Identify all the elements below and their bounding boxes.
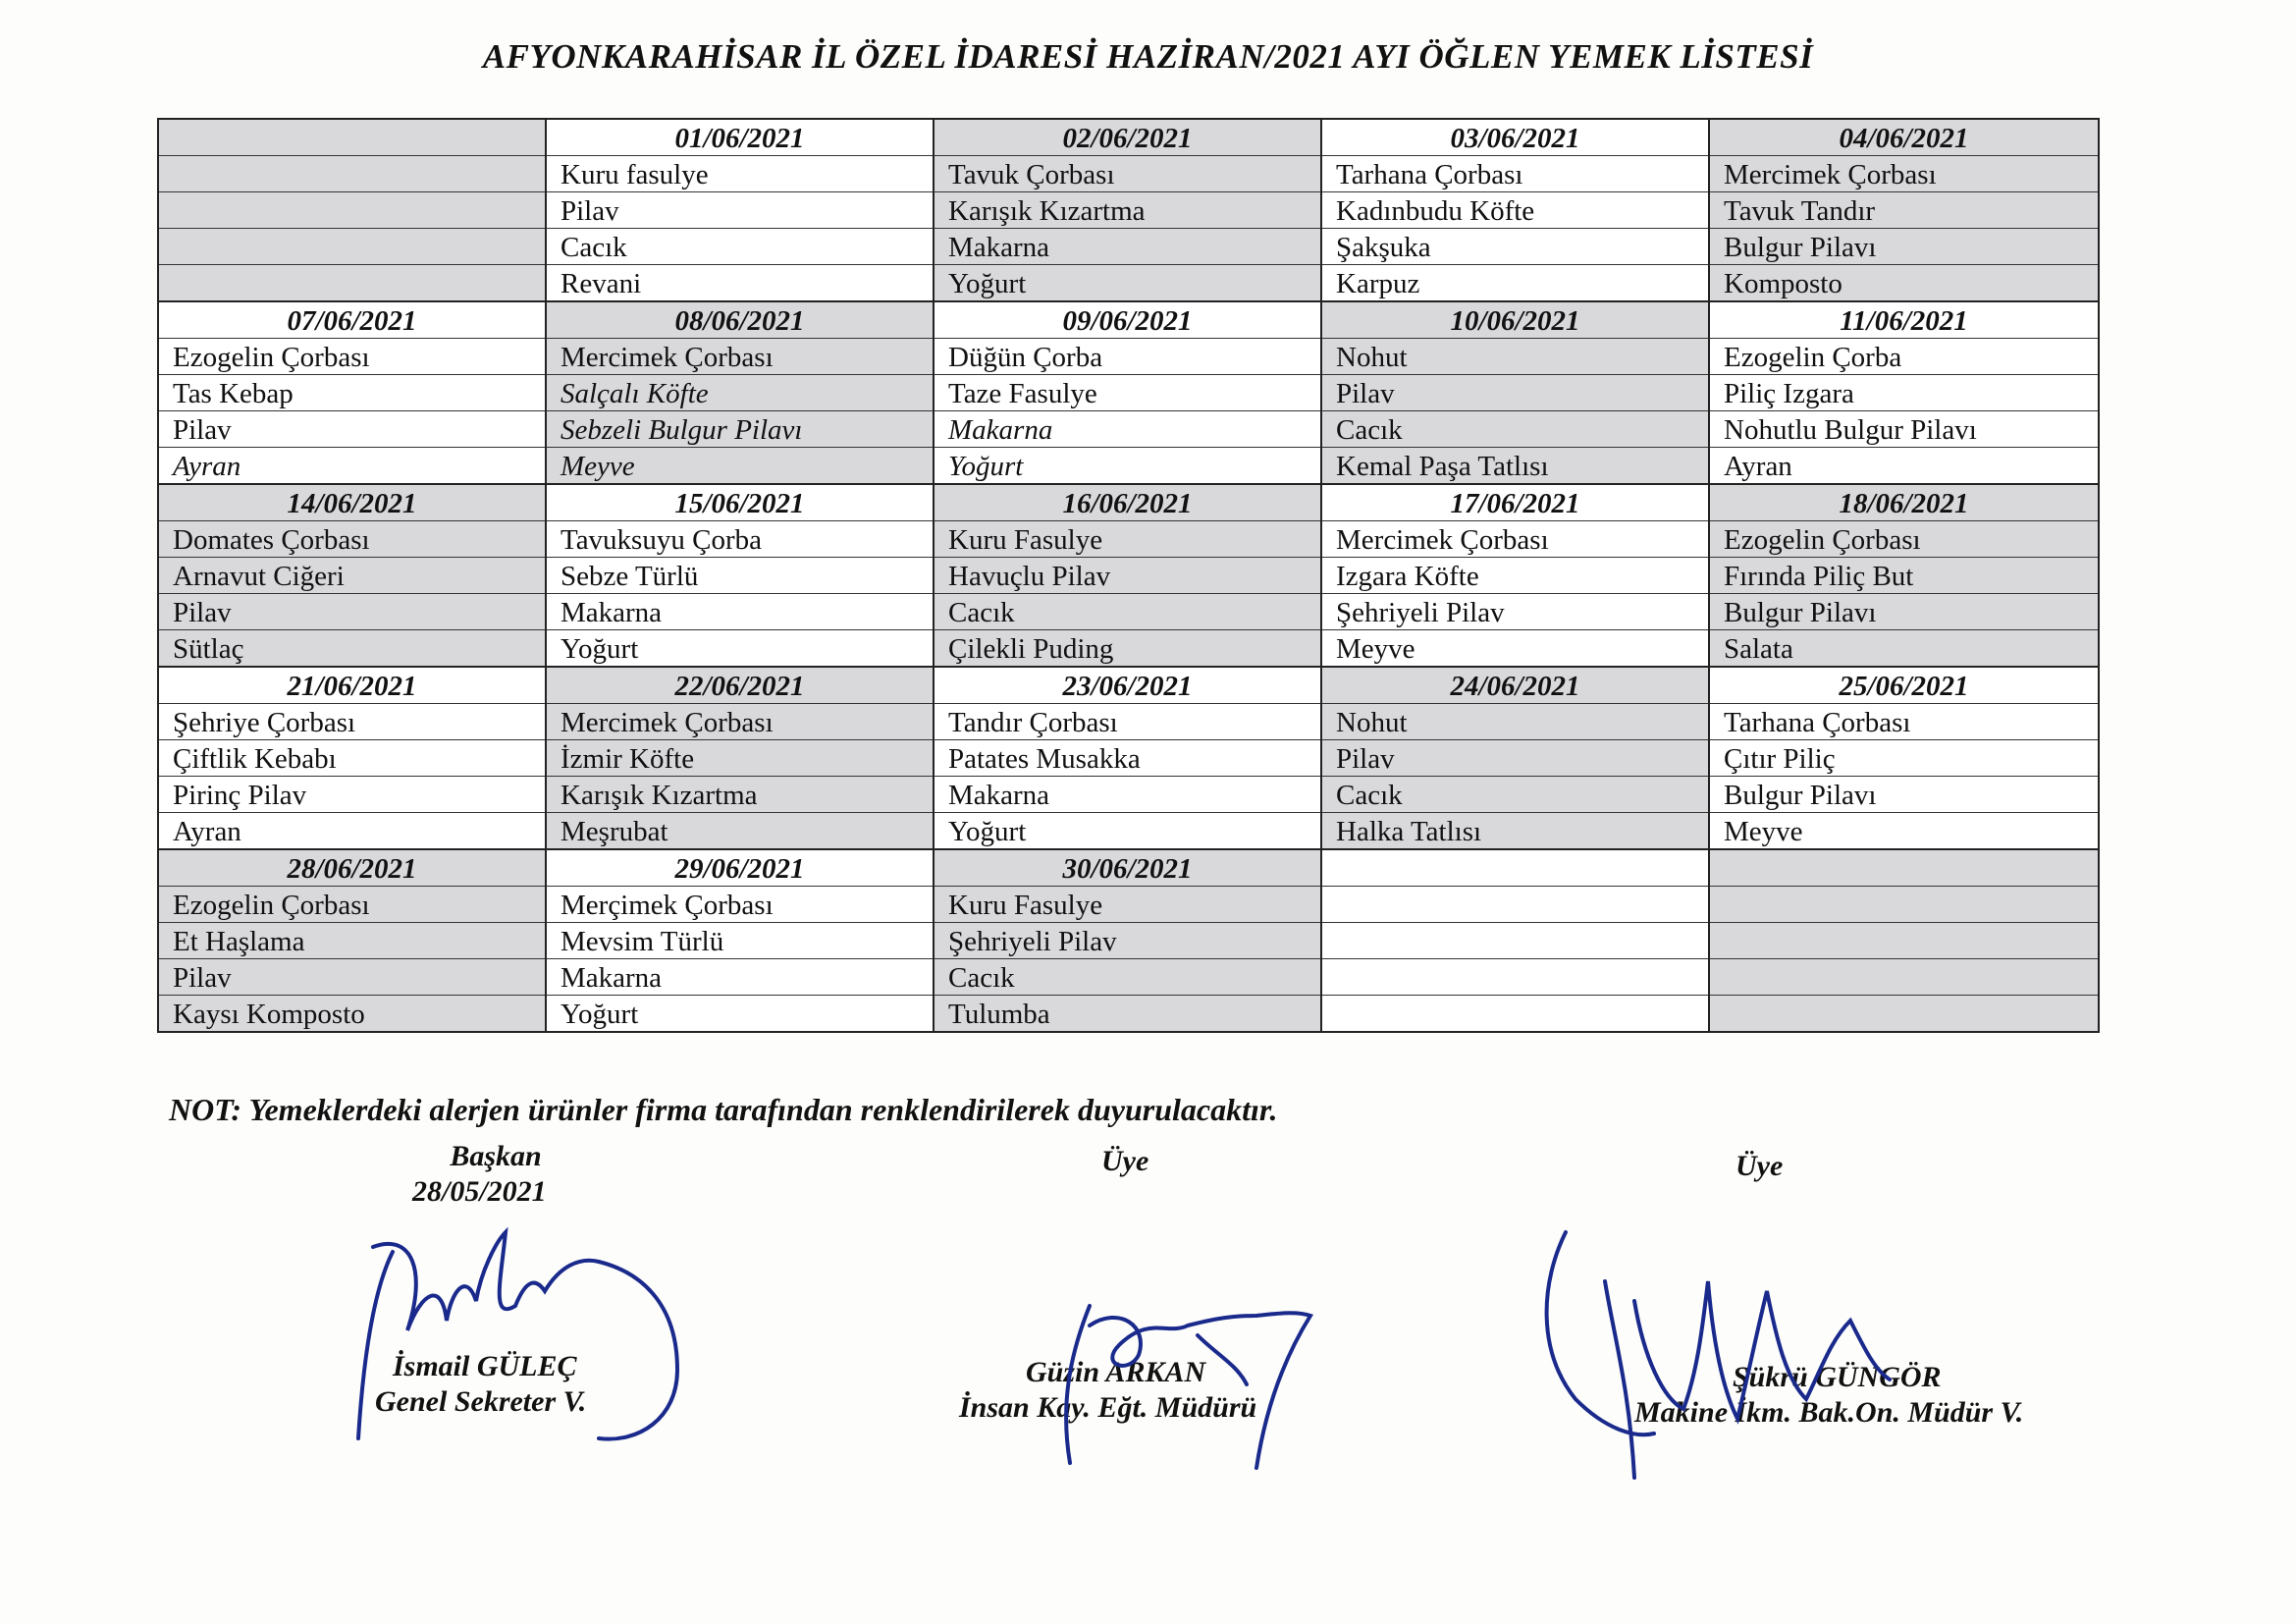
menu-item: Yoğurt: [948, 816, 1027, 847]
day-date: 04/06/2021: [1710, 120, 2098, 156]
menu-item: Salata: [1724, 633, 1793, 665]
menu-item: Mercimek Çorbası: [547, 704, 933, 740]
menu-item: [159, 192, 545, 229]
menu-item: Çiftlik Kebabı: [159, 740, 545, 777]
menu-item: [159, 265, 545, 300]
menu-item: Karışık Kızartma: [934, 192, 1320, 229]
menu-item: Pilav: [1322, 375, 1708, 411]
day-date: 15/06/2021: [547, 485, 933, 521]
menu-item: Şakşuka: [1322, 229, 1708, 265]
day-date: 25/06/2021: [1710, 668, 2098, 704]
day-date: 10/06/2021: [1322, 302, 1708, 339]
menu-item: [1710, 996, 2098, 1031]
menu-item: Makarna: [547, 594, 933, 630]
president-role-block: [437, 1139, 555, 1174]
menu-item: Meyve: [1336, 633, 1415, 665]
menu-item: Şehriyeli Pilav: [934, 923, 1320, 959]
allergen-note: NOT: Yemeklerdeki alerjen ürünler firma tarafından renklendirilerek duyurulacaktır.: [169, 1092, 1278, 1127]
day-cell: [547, 668, 934, 850]
day-cell: [1322, 668, 1710, 850]
menu-item: Mevsim Türlü: [547, 923, 933, 959]
day-date: 21/06/2021: [159, 668, 545, 704]
day-cell: [934, 120, 1322, 302]
day-date: 23/06/2021: [934, 668, 1320, 704]
menu-item: Mercimek Çorbası: [1710, 156, 2098, 192]
menu-item: Pilav: [1322, 740, 1708, 777]
day-date: 08/06/2021: [547, 302, 933, 339]
menu-table: [157, 118, 2100, 1033]
menu-item: Revani: [561, 268, 642, 299]
menu-item: Arnavut Ciğeri: [159, 558, 545, 594]
menu-item: Makarna: [934, 229, 1320, 265]
menu-item: Taze Fasulye: [934, 375, 1320, 411]
menu-item: Halka Tatlısı: [1336, 816, 1482, 847]
menu-item: [1322, 996, 1708, 1031]
menu-item: Şehriye Çorbası: [159, 704, 545, 740]
menu-item: Çıtır Piliç: [1710, 740, 2098, 777]
menu-item: Pilav: [159, 959, 545, 996]
menu-item: Sebze Türlü: [547, 558, 933, 594]
member2-signature: [1536, 1222, 1949, 1497]
day-date: 29/06/2021: [547, 850, 933, 887]
menu-item: Komposto: [1724, 268, 1842, 299]
day-date: 28/06/2021: [159, 850, 545, 887]
menu-item: [159, 229, 545, 265]
member1-role-block: [1101, 1144, 1148, 1179]
menu-item: Nohutlu Bulgur Pilavı: [1710, 411, 2098, 448]
menu-item: Ezogelin Çorbası: [1710, 521, 2098, 558]
day-date: 22/06/2021: [547, 668, 933, 704]
menu-item: Pilav: [159, 594, 545, 630]
member2-role-block: [1735, 1149, 1783, 1184]
menu-item: [1710, 959, 2098, 996]
menu-item: Havuçlu Pilav: [934, 558, 1320, 594]
day-cell: [1322, 485, 1710, 668]
menu-item: Domates Çorbası: [159, 521, 545, 558]
day-cell: [159, 668, 547, 850]
menu-item: Meyve: [1724, 816, 1803, 847]
menu-item: Bulgur Pilavı: [1710, 594, 2098, 630]
day-date: 02/06/2021: [934, 120, 1320, 156]
day-cell: [934, 668, 1322, 850]
member1-role: Üye: [1101, 1145, 1149, 1177]
menu-item: Makarna: [934, 411, 1320, 448]
menu-item: Yoğurt: [561, 633, 639, 665]
day-cell: [159, 850, 547, 1031]
day-date: 01/06/2021: [547, 120, 933, 156]
menu-item: Yoğurt: [948, 268, 1027, 299]
day-date: 16/06/2021: [934, 485, 1320, 521]
menu-item: Ayran: [1724, 451, 1792, 482]
day-cell: [1322, 120, 1710, 302]
menu-item: Kuru Fasulye: [934, 887, 1320, 923]
menu-item: Cacık: [1322, 411, 1708, 448]
menu-item: Makarna: [934, 777, 1320, 813]
menu-item: Meyve: [561, 451, 635, 482]
day-cell: [547, 850, 934, 1031]
president-role: Başkan: [450, 1140, 542, 1172]
menu-item: Düğün Çorba: [934, 339, 1320, 375]
menu-item: Mercimek Çorbası: [547, 339, 933, 375]
menu-item: Ezogelin Çorba: [1710, 339, 2098, 375]
menu-item: Mercimek Çorbası: [1322, 521, 1708, 558]
menu-item: Şehriyeli Pilav: [1322, 594, 1708, 630]
menu-item: Kemal Paşa Tatlısı: [1336, 451, 1549, 482]
menu-item: Piliç Izgara: [1710, 375, 2098, 411]
day-cell: [934, 485, 1322, 668]
president-date-block: [412, 1174, 547, 1210]
menu-item: Cacık: [934, 959, 1320, 996]
day-date: [1322, 850, 1708, 887]
menu-item: Tavuk Tandır: [1710, 192, 2098, 229]
menu-item: Kaysı Komposto: [173, 999, 365, 1030]
day-cell: [1710, 302, 2098, 485]
president-name: İsmail GÜLEÇ: [393, 1350, 577, 1382]
menu-item: Bulgur Pilavı: [1710, 229, 2098, 265]
menu-item: [1322, 959, 1708, 996]
day-date: 07/06/2021: [159, 302, 545, 339]
menu-item: Pilav: [547, 192, 933, 229]
day-cell: [547, 302, 934, 485]
day-cell: [1322, 302, 1710, 485]
day-cell: [934, 302, 1322, 485]
day-date: 14/06/2021: [159, 485, 545, 521]
menu-item: [159, 156, 545, 192]
menu-item: Tarhana Çorbası: [1322, 156, 1708, 192]
menu-item: İzmir Köfte: [547, 740, 933, 777]
member2-role: Üye: [1735, 1150, 1784, 1182]
menu-item: Nohut: [1322, 339, 1708, 375]
menu-item: Tulumba: [948, 999, 1050, 1030]
menu-item: Tavuk Çorbası: [934, 156, 1320, 192]
menu-item: Makarna: [547, 959, 933, 996]
menu-item: Cacık: [1322, 777, 1708, 813]
member1-signature: [1031, 1296, 1315, 1473]
menu-item: Tarhana Çorbası: [1710, 704, 2098, 740]
menu-item: Tavuksuyu Çorba: [547, 521, 933, 558]
menu-item: Yoğurt: [948, 451, 1024, 482]
menu-item: Kuru fasulye: [547, 156, 933, 192]
day-date: 17/06/2021: [1322, 485, 1708, 521]
day-cell: [547, 120, 934, 302]
day-date: [159, 120, 545, 156]
day-cell: [1710, 485, 2098, 668]
menu-item: Ezogelin Çorbası: [159, 339, 545, 375]
menu-item: Yoğurt: [561, 999, 639, 1030]
menu-item: Merçimek Çorbası: [547, 887, 933, 923]
menu-item: Çilekli Puding: [948, 633, 1114, 665]
day-cell: [159, 485, 547, 668]
menu-item: Meşrubat: [561, 816, 668, 847]
day-cell: [1322, 850, 1710, 1031]
menu-item: [1322, 923, 1708, 959]
day-cell: [1710, 668, 2098, 850]
president-date: 28/05/2021: [412, 1175, 547, 1208]
member1-title: İnsan Kay. Eğt. Müdürü: [959, 1391, 1257, 1424]
menu-item: Ayran: [173, 451, 241, 482]
day-date: 24/06/2021: [1322, 668, 1708, 704]
menu-item: [1322, 887, 1708, 923]
member1-name: Güzin ARKAN: [1026, 1356, 1206, 1388]
menu-item: Cacık: [934, 594, 1320, 630]
president-signature: [353, 1213, 687, 1458]
menu-item: Ezogelin Çorbası: [159, 887, 545, 923]
menu-item: Izgara Köfte: [1322, 558, 1708, 594]
menu-item: Tas Kebap: [159, 375, 545, 411]
day-cell: [934, 850, 1322, 1031]
day-date: 18/06/2021: [1710, 485, 2098, 521]
day-cell: [547, 485, 934, 668]
day-date: 03/06/2021: [1322, 120, 1708, 156]
menu-item: Nohut: [1322, 704, 1708, 740]
menu-item: Fırında Piliç But: [1710, 558, 2098, 594]
day-date: 11/06/2021: [1710, 302, 2098, 339]
menu-item: Pirinç Pilav: [159, 777, 545, 813]
day-date: 30/06/2021: [934, 850, 1320, 887]
menu-item: Ayran: [173, 816, 241, 847]
menu-item: Patates Musakka: [934, 740, 1320, 777]
day-date: [1710, 850, 2098, 887]
day-cell: [1710, 120, 2098, 302]
member2-name: Şükrü GÜNGÖR: [1733, 1361, 1942, 1393]
menu-item: Sebzeli Bulgur Pilavı: [547, 411, 933, 448]
menu-item: Karışık Kızartma: [547, 777, 933, 813]
day-cell: [1710, 850, 2098, 1031]
menu-item: Et Haşlama: [159, 923, 545, 959]
menu-item: Kadınbudu Köfte: [1322, 192, 1708, 229]
menu-item: Karpuz: [1336, 268, 1420, 299]
day-cell: [159, 302, 547, 485]
menu-item: [1710, 923, 2098, 959]
menu-item: Kuru Fasulye: [934, 521, 1320, 558]
page-title: AFYONKARAHİSAR İL ÖZEL İDARESİ HAZİRAN/2021 AYI ÖĞLEN YEMEK LİSTESİ: [482, 37, 1814, 76]
menu-item: Sütlaç: [173, 633, 244, 665]
day-cell: [159, 120, 547, 302]
member2-title: Makine İkm. Bak.On. Müdür V.: [1634, 1396, 2024, 1429]
menu-item: [1710, 887, 2098, 923]
menu-item: Cacık: [547, 229, 933, 265]
menu-item: Bulgur Pilavı: [1710, 777, 2098, 813]
menu-item: Salçalı Köfte: [547, 375, 933, 411]
menu-item: Tandır Çorbası: [934, 704, 1320, 740]
day-date: 09/06/2021: [934, 302, 1320, 339]
president-title: Genel Sekreter V.: [375, 1385, 587, 1418]
menu-item: Pilav: [159, 411, 545, 448]
